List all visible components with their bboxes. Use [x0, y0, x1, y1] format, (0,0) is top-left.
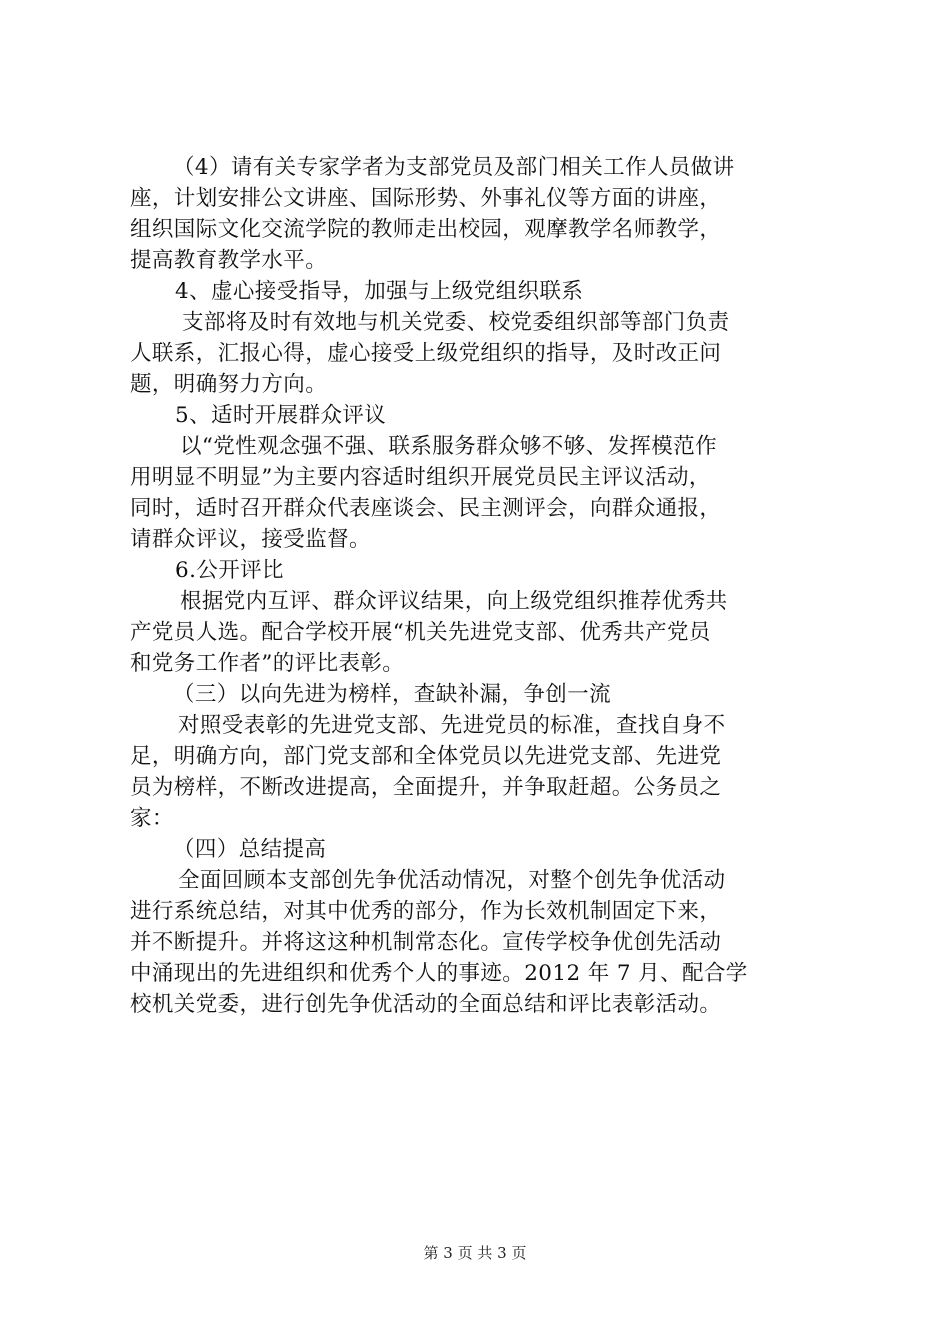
- text-line: 中涌现出的先进组织和优秀个人的事迹。2012 年 7 月、配合学: [130, 961, 748, 986]
- section-heading: 6.公开评比: [175, 558, 284, 583]
- text-line: 用明显不明显”为主要内容适时组织开展党员民主评议活动，: [130, 465, 711, 490]
- text-line: 家：: [130, 806, 174, 831]
- text-line: 组织国际文化交流学院的教师走出校园，观摩教学名师教学，: [130, 217, 722, 242]
- text-line: 校机关党委，进行创先争优活动的全面总结和评比表彰活动。: [130, 992, 722, 1017]
- text-line: 以“党性观念强不强、联系服务群众够不够、发挥模范作: [180, 434, 717, 459]
- text-line: 题，明确努力方向。: [130, 372, 328, 397]
- text-line: 全面回顾本支部创先争优活动情况，对整个创先争优活动: [178, 868, 726, 893]
- text-line: 座，计划安排公文讲座、国际形势、外事礼仪等方面的讲座，: [130, 186, 722, 211]
- text-line: 足，明确方向，部门党支部和全体党员以先进党支部、先进党: [130, 744, 722, 769]
- text-line: 对照受表彰的先进党支部、先进党员的标准，查找自身不: [178, 713, 726, 738]
- document-body: [130, 152, 820, 1020]
- page-number-footer: 第 3 页 共 3 页: [423, 1244, 527, 1262]
- text-line: 并不断提升。并将这这种机制常态化。宣传学校争优创先活动: [130, 930, 722, 955]
- section-heading: （三）以向先进为榜样，查缺补漏，争创一流: [173, 682, 612, 707]
- text-line: 提高教育教学水平。: [130, 248, 328, 273]
- text-line: 根据党内互评、群众评议结果，向上级党组织推荐优秀共: [180, 589, 728, 614]
- text-line: 员为榜样，不断改进提高，全面提升，并争取赶超。公务员之: [130, 775, 722, 800]
- section-heading: 4、虚心接受指导，加强与上级党组织联系: [175, 279, 584, 304]
- text-line: 进行系统总结，对其中优秀的部分，作为长效机制固定下来，: [130, 899, 722, 924]
- text-line: （4）请有关专家学者为支部党员及部门相关工作人员做讲: [173, 155, 735, 180]
- text-line: 支部将及时有效地与机关党委、校党委组织部等部门负责: [182, 310, 730, 335]
- section-heading: （四）总结提高: [173, 837, 327, 862]
- text-line: 同时，适时召开群众代表座谈会、民主测评会，向群众通报，: [130, 496, 722, 521]
- text-line: 产党员人选。配合学校开展“机关先进党支部、优秀共产党员: [130, 620, 711, 645]
- text-line: 请群众评议，接受监督。: [130, 527, 371, 552]
- text-line: 人联系，汇报心得，虚心接受上级党组织的指导，及时改正问: [130, 341, 722, 366]
- text-line: 和党务工作者”的评比表彰。: [130, 651, 405, 676]
- section-heading: 5、适时开展群众评议: [175, 403, 387, 428]
